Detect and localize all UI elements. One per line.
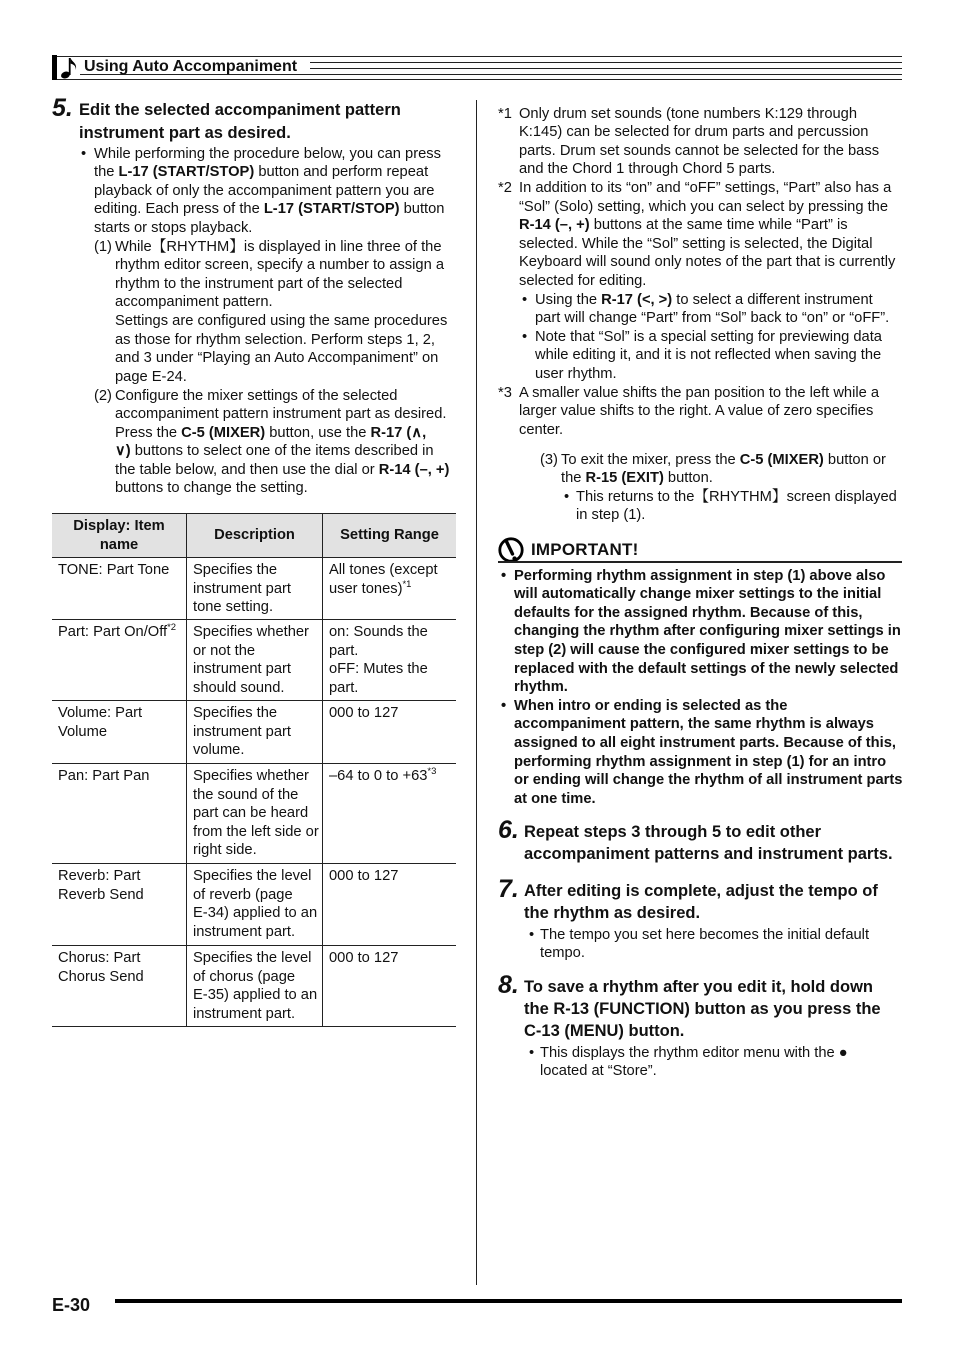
header-description: [186, 514, 322, 557]
text-line: and 3 under “Playing an Auto Accompaniment” on: [115, 350, 439, 367]
text-line: instrument part: [193, 580, 291, 597]
table-row: [52, 945, 456, 1026]
table-row: [52, 863, 456, 945]
cell-item: [52, 864, 186, 945]
text-line: [535, 291, 889, 310]
page-number: E-30: [52, 1295, 91, 1315]
text-line: TONE: Part Tone: [58, 562, 170, 578]
bold-term: R-15 (EXIT): [585, 470, 664, 487]
text-line: the rhythm as desired.: [524, 904, 701, 922]
text-line: and the Chord 1 through Chord 5 parts.: [519, 161, 776, 178]
text-line: changing the rhythm after configuring mixer settings in: [514, 623, 901, 640]
text-line: The tempo you set here becomes the initial default: [540, 926, 870, 943]
text-line: replaced with the default settings of the newly selected: [514, 660, 899, 677]
column-divider: [476, 100, 477, 1285]
important-item-2-marker: •: [501, 697, 507, 714]
text-line: When intro or ending is selected as the: [514, 697, 788, 714]
cell-item: [52, 558, 186, 619]
step7-bullet-text: [540, 926, 869, 963]
table-header-row: [52, 514, 456, 557]
text-line: Chorus: Part: [58, 950, 141, 966]
footnote-1-text: [519, 105, 879, 179]
text-run: the: [94, 164, 119, 181]
text-line: While performing the procedure below, you can press: [94, 145, 441, 162]
text-line: This returns to the【RHYTHM】screen displayed: [576, 488, 897, 505]
table-row: [52, 700, 456, 763]
footnote-ref: *2: [167, 622, 177, 633]
text-line: instrument part: [193, 723, 291, 740]
table-row: [52, 557, 456, 619]
text-line: starts or stops playback.: [94, 220, 253, 237]
text-line: accompaniment pattern.: [115, 294, 273, 311]
text-line: tone setting.: [193, 599, 274, 616]
text-line: page E-24.: [115, 368, 187, 385]
header-staff-line-2: [310, 62, 902, 63]
text-line: parts. Drum set sounds cannot be selected for the bass: [519, 142, 880, 159]
text-line: “Sol” (Solo) setting, which you can select by pressing the: [519, 198, 888, 215]
text-line: the sound of the: [193, 786, 299, 803]
text-line: Configure the mixer settings of the selected: [115, 387, 398, 404]
text-line: center.: [519, 421, 564, 438]
step8-title: [524, 976, 881, 1042]
text-line: part.: [329, 642, 359, 659]
text-line: name: [99, 536, 139, 553]
footnote-3-marker: *3: [498, 384, 512, 401]
footnote-2-text: [519, 179, 895, 291]
text-line: part can be heard: [193, 805, 309, 822]
text-line: will automatically change mixer settings to the initial: [514, 586, 882, 603]
header-staff-line-5: [57, 79, 902, 80]
header-block: [52, 55, 57, 80]
text-line: instrument part.: [193, 923, 296, 940]
text-run: Part: Part On/Off: [58, 624, 168, 640]
text-line: as those for rhythm selection. Perform steps 1, 2,: [115, 331, 435, 348]
text-line: K:145) can be selected for drum parts and percussion: [519, 124, 869, 141]
cell-description: [186, 764, 322, 863]
bold-term: L-17 (START/STOP): [118, 164, 255, 181]
text-line: Edit the selected accompaniment pattern: [79, 101, 401, 119]
text-line: rhythm.: [514, 679, 568, 696]
step6-title: [524, 821, 893, 865]
text-line: instrument part: [193, 661, 291, 678]
text-run: button and perform repeat: [254, 164, 429, 181]
text-line: step (2) will cause the configured mixer settings to be: [514, 642, 889, 659]
bold-term: R-14 (–, +): [378, 461, 450, 478]
cell-item: [52, 620, 186, 700]
cell-item: [52, 764, 186, 863]
music-note-icon: [59, 56, 79, 80]
text-line: instrument part as desired.: [79, 123, 291, 142]
cell-description: [186, 946, 322, 1026]
text-line: buttons to change the setting.: [115, 480, 308, 497]
text-run: to select a different instrument: [672, 291, 873, 308]
text-line: A smaller value shifts the pan position to the left while a: [519, 384, 880, 401]
text-line: larger value shifts to the right. A value of zero specifies: [519, 403, 874, 420]
important-item-1-marker: •: [501, 567, 507, 584]
cell-range: [322, 864, 456, 945]
cell-description: [186, 620, 322, 700]
step7-title: [524, 880, 878, 924]
cell-range: [322, 620, 456, 700]
text-run: the: [561, 470, 586, 487]
bold-term: R-17 (∧,: [370, 424, 427, 441]
text-line: All tones (except: [329, 562, 438, 578]
footnote-2-bullet-2-marker: •: [522, 328, 528, 345]
bold-term: C-5 (MIXER): [181, 424, 266, 441]
text-line: 000 to 127: [329, 868, 399, 884]
text-line: Specifies the: [193, 562, 278, 578]
music-note-icon-graphic: [59, 56, 79, 80]
text-line: on: Sounds the: [329, 624, 428, 640]
text-line: should sound.: [193, 679, 285, 696]
text-line: This displays the rhythm editor menu with the ●: [540, 1044, 848, 1061]
footnote-2-bullet-1-text: [535, 291, 889, 328]
text-line: Description: [214, 527, 295, 544]
footnote-ref: *1: [402, 578, 412, 590]
text-line: [329, 767, 456, 786]
important-item-1-text: [514, 567, 901, 697]
cell-description: [186, 701, 322, 763]
text-line: at one time.: [514, 790, 596, 807]
text-line: Setting Range: [340, 527, 439, 544]
text-line: Specifies the: [193, 705, 278, 721]
footnote-1-marker: *1: [498, 105, 512, 122]
important-title: IMPORTANT!: [531, 540, 639, 559]
text-line: [94, 200, 444, 219]
text-line: accompaniment pattern instrument part as desired.: [115, 406, 447, 423]
text-line: user rhythm.: [535, 366, 617, 383]
text-line: performing rhythm assignment in step (1) for an intro: [514, 753, 887, 770]
text-line: Chorus Send: [58, 968, 144, 985]
step5-bullet-marker: •: [81, 145, 87, 162]
cell-item: [52, 946, 186, 1026]
text-line: After editing is complete, adjust the tempo of: [524, 882, 878, 900]
text-line: part.: [329, 679, 359, 696]
text-line: [94, 163, 444, 182]
text-line: E-35) applied to an: [193, 987, 318, 1004]
footnote-2-bullet-2-text: [535, 328, 882, 384]
text-line: Performing rhythm assignment in step (1) above also: [514, 567, 886, 584]
step7-number: 7.: [498, 875, 519, 903]
text-line: [115, 424, 449, 443]
text-run: editing. Each press of the: [94, 201, 264, 218]
substep-3-bullet-marker: •: [564, 488, 570, 505]
text-line: rhythm editor screen, specify a number to assign a: [115, 257, 444, 274]
text-line: in step (1).: [576, 507, 646, 524]
step6-number: 6.: [498, 816, 519, 844]
text-run: Press the: [115, 424, 182, 441]
text-line: Only drum set sounds (tone numbers K:129 through: [519, 105, 857, 122]
cell-range: [322, 701, 456, 763]
text-run: button.: [663, 470, 713, 487]
text-line: [519, 216, 895, 235]
table-row: [52, 763, 456, 863]
text-line: defaults for the assigned rhythm. Because of this,: [514, 604, 863, 621]
table-row: [52, 619, 456, 700]
text-line: accompaniment pattern, the same rhythm is always: [514, 716, 874, 733]
substep-3-text: [561, 451, 886, 488]
text-line: [115, 461, 449, 480]
text-line: Pan: Part Pan: [58, 768, 150, 784]
bold-term: R-17 (<, >): [601, 291, 673, 308]
text-line: or not the: [193, 642, 256, 659]
text-line: [329, 580, 456, 599]
text-line: while editing it, and it is not reflected when saving the: [535, 347, 882, 364]
cell-range: [322, 558, 456, 619]
text-line: oFF: Mutes the: [329, 661, 428, 678]
text-line: 000 to 127: [329, 705, 399, 721]
text-line: [561, 469, 886, 488]
bold-term: ∨): [115, 443, 131, 460]
text-run: button or: [823, 451, 886, 468]
text-run: To exit the mixer, press the: [561, 451, 740, 468]
text-run: user tones): [329, 580, 403, 597]
bold-term: R-14 (–, +): [519, 217, 590, 234]
text-line: Settings are configured using the same procedures: [115, 313, 448, 330]
substep-3-bullet-text: [576, 488, 897, 525]
text-run: Using the: [535, 291, 602, 308]
text-run: buttons at the same time while “Part” is: [589, 217, 848, 234]
text-line: In addition to its “on” and “oFF” settings, “Part” also has a: [519, 180, 892, 197]
cell-item: [52, 701, 186, 763]
section-title: Using Auto Accompaniment: [84, 58, 298, 75]
important-rule: [498, 561, 902, 563]
text-line: Reverb Send: [58, 886, 144, 903]
text-line: Volume: Part: [58, 705, 143, 721]
substep-3-label: (3): [540, 451, 558, 468]
substep-2-label: (2): [94, 387, 112, 404]
text-line: C-13 (MENU) button.: [524, 1022, 685, 1040]
footnote-3-text: [519, 384, 879, 440]
text-line: Specifies whether: [193, 624, 309, 640]
footer-rule: [115, 1299, 902, 1303]
header-range: [322, 514, 456, 557]
header-staff-line-3: [310, 68, 902, 69]
text-line: 000 to 127: [329, 950, 399, 966]
step5-number: 5.: [52, 94, 73, 122]
text-line: Display: Item: [73, 517, 165, 534]
text-run: button: [399, 201, 445, 218]
step8-bullet-text: [540, 1044, 848, 1081]
mixer-settings-table: [52, 513, 456, 1027]
text-line: part will change “Part” from “Sol” back to “on” or “oFF”.: [535, 310, 890, 327]
text-line: Reverb: Part: [58, 868, 141, 884]
text-line: While【RHYTHM】is displayed in line three of the: [115, 238, 442, 255]
text-line: assigned to all eight instrument parts. Because of this,: [514, 735, 896, 752]
footnote-2-marker: *2: [498, 180, 512, 197]
text-line: of reverb (page: [193, 886, 293, 903]
text-line: instrument part.: [193, 1005, 296, 1022]
step8-bullet-marker: •: [529, 1044, 535, 1061]
bold-term: L-17 (START/STOP): [263, 201, 400, 218]
substep-1-label: (1): [94, 238, 112, 255]
text-line: Note that “Sol” is a special setting for previewing data: [535, 328, 882, 345]
text-line: To save a rhythm after you edit it, hold down: [524, 978, 873, 996]
text-line: playback of only the accompaniment pattern you are: [94, 182, 435, 199]
substep-1-text: [115, 238, 447, 387]
text-line: selected. While the “Sol” setting is selected, the Digital: [519, 235, 873, 252]
text-line: tempo.: [540, 945, 585, 962]
footnote-ref: *3: [427, 766, 437, 777]
step7-bullet-marker: •: [529, 926, 535, 943]
text-line: [561, 451, 886, 470]
text-run: buttons to select one of the items described in: [130, 443, 434, 460]
text-line: Specifies the level: [193, 950, 312, 966]
text-run: button, use the: [265, 424, 371, 441]
cell-range: [322, 764, 456, 863]
substep-2-text: [115, 387, 449, 499]
text-run: –64 to 0 to +63: [329, 768, 428, 784]
text-line: accompaniment patterns and instrument parts.: [524, 845, 893, 863]
text-line: volume.: [193, 742, 245, 759]
text-line: the R-13 (FUNCTION) button as you press the: [524, 1000, 881, 1018]
cell-description: [186, 864, 322, 945]
text-line: from the left side or: [193, 823, 319, 840]
step5-bullet-text: [94, 145, 444, 238]
text-line: Specifies the level: [193, 868, 312, 884]
text-line: Keyboard will sound only notes of the part that is currently: [519, 254, 896, 271]
text-line: or ending will change the rhythm of all instrument parts: [514, 772, 903, 789]
cell-range: [322, 946, 456, 1026]
step8-number: 8.: [498, 971, 519, 999]
text-line: selected for editing.: [519, 273, 647, 290]
important-item-2-text: [514, 697, 902, 809]
text-line: E-34) applied to an: [193, 905, 318, 922]
text-run: the table below, and then use the dial or: [115, 461, 379, 478]
text-line: rhythm to the instrument part of the selected: [115, 275, 403, 292]
text-line: of chorus (page: [193, 968, 296, 985]
bold-term: C-5 (MIXER): [739, 451, 824, 468]
text-line: right side.: [193, 842, 257, 859]
text-line: [115, 442, 449, 461]
step5-title: [79, 99, 401, 144]
text-line: located at “Store”.: [540, 1063, 657, 1080]
footnote-2-bullet-1-marker: •: [522, 291, 528, 308]
header-item: [52, 514, 186, 557]
text-line: Specifies whether: [193, 768, 309, 784]
text-line: Volume: [58, 723, 107, 740]
text-line: Repeat steps 3 through 5 to edit other: [524, 823, 822, 841]
cell-description: [186, 558, 322, 619]
text-line: [58, 623, 186, 642]
